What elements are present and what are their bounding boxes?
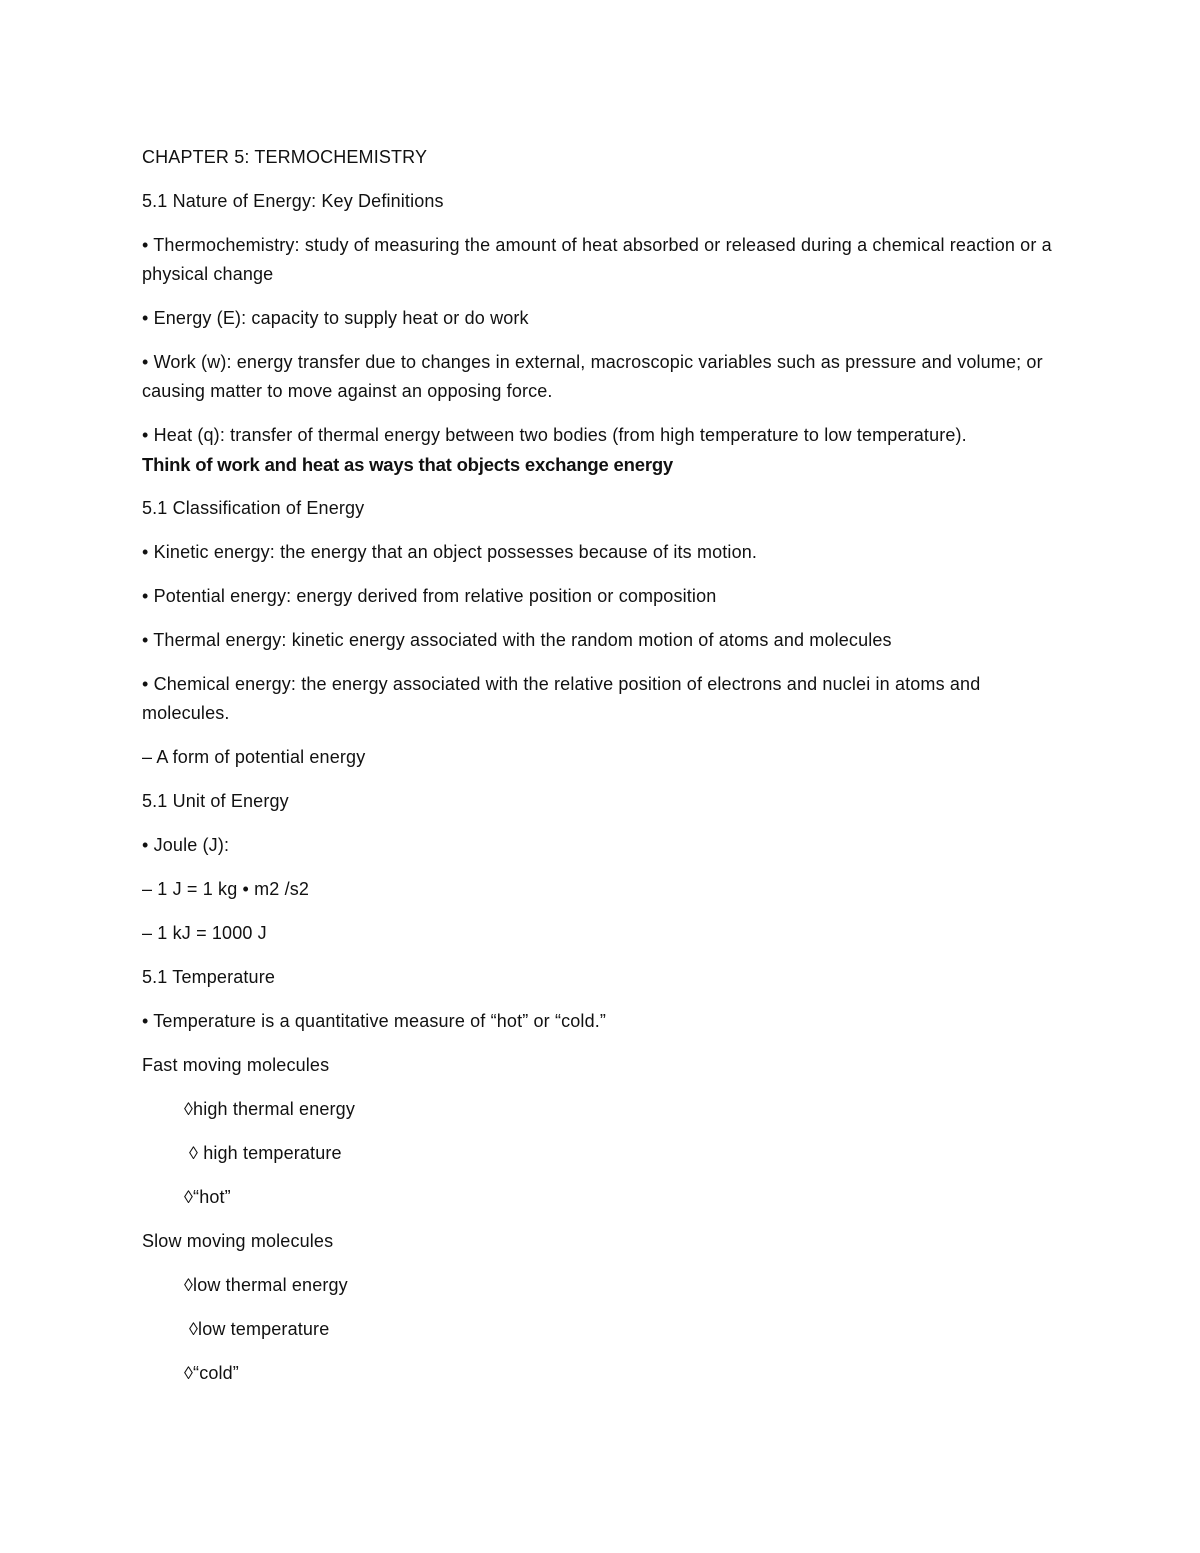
bullet-thermal-energy: • Thermal energy: kinetic energy associated with the random motion of atoms and molecules — [142, 630, 892, 650]
joule-definition: – 1 J = 1 kg • m2 /s2 — [142, 879, 310, 899]
bullet-work: • Work (w): energy transfer due to changes in external, macroscopic variables such as pressure and volume; or causing matter to move against an opposing force. — [142, 352, 1043, 401]
bullet-energy: • Energy (E): capacity to supply heat or do work — [142, 308, 529, 328]
list-item: ◊“cold” — [184, 1363, 239, 1383]
bullet-temperature: • Temperature is a quantitative measure of “hot” or “cold.” — [142, 1011, 607, 1031]
chapter-title: CHAPTER 5: TERMOCHEMISTRY — [142, 147, 428, 167]
bullet-thermochemistry: • Thermochemistry: study of measuring the amount of heat absorbed or released during a chemical reaction or a physical change — [142, 235, 1052, 284]
bullet-heat: • Heat (q): transfer of thermal energy between two bodies (from high temperature to low temperature). — [142, 425, 967, 445]
bullet-joule: • Joule (J): — [142, 835, 230, 855]
list-item: ◊low thermal energy — [184, 1275, 348, 1295]
emphasis-statement: Think of work and heat as ways that objects exchange energy — [142, 454, 674, 475]
list-item: ◊“hot” — [184, 1187, 231, 1207]
bullet-chemical-energy: • Chemical energy: the energy associated with the relative position of electrons and nuclei in atoms and molecules. — [142, 674, 981, 723]
bullet-kinetic-energy: • Kinetic energy: the energy that an object possesses because of its motion. — [142, 542, 758, 562]
document-body — [142, 143, 1062, 1388]
list-item: ◊low temperature — [189, 1319, 330, 1339]
kilojoule-definition: – 1 kJ = 1000 J — [142, 923, 267, 943]
list-item: ◊high thermal energy — [184, 1099, 355, 1119]
section-heading-temperature: 5.1 Temperature — [142, 967, 275, 987]
chemical-energy-note: – A form of potential energy — [142, 747, 366, 767]
section-heading-unit: 5.1 Unit of Energy — [142, 791, 289, 811]
section-heading-classification: 5.1 Classification of Energy — [142, 498, 365, 518]
fast-molecules-label: Fast moving molecules — [142, 1055, 330, 1075]
section-heading-nature: 5.1 Nature of Energy: Key Definitions — [142, 191, 444, 211]
bullet-potential-energy: • Potential energy: energy derived from relative position or composition — [142, 586, 717, 606]
list-item: ◊ high temperature — [189, 1143, 342, 1163]
slow-molecules-label: Slow moving molecules — [142, 1231, 334, 1251]
